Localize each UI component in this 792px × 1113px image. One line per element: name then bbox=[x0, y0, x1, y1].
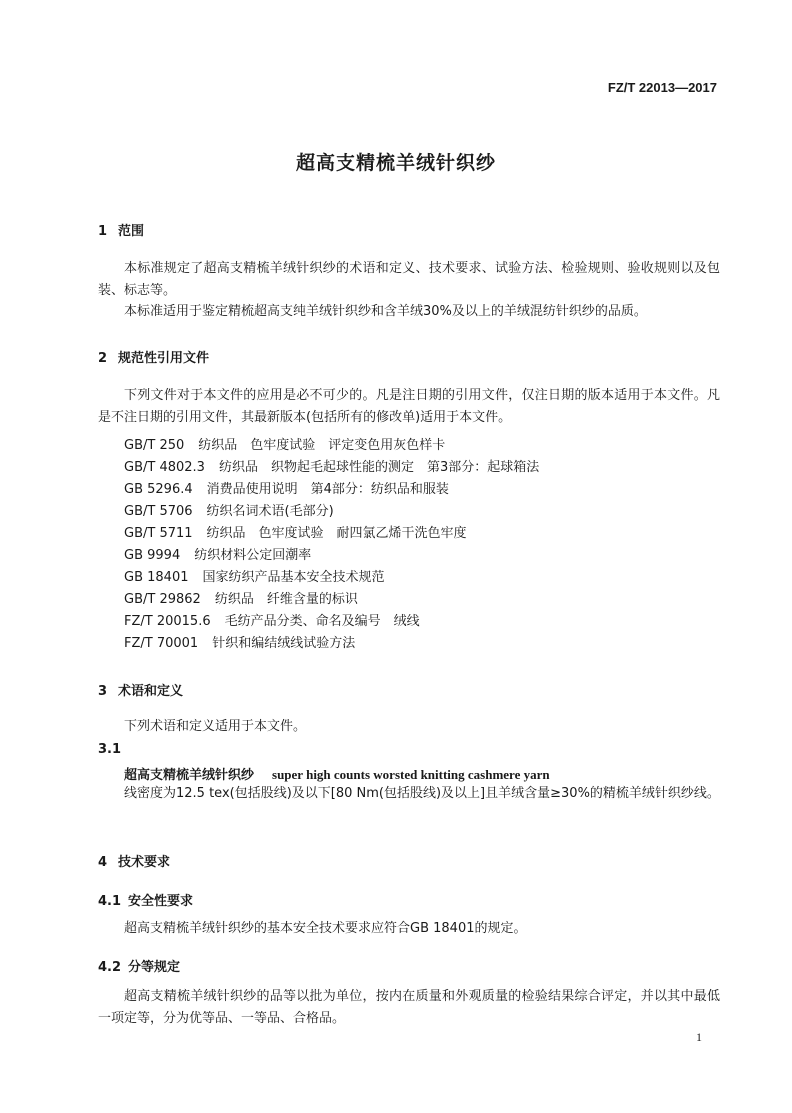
section-1-paragraph-2: 本标准适用于鉴定精梳超高支纯羊绒针织纱和含羊绒30%及以上的羊绒混纺针织纱的品质。 bbox=[124, 304, 647, 319]
term-chinese: 超高支精梳羊绒针织纱 bbox=[124, 768, 255, 783]
section-number: 1 bbox=[98, 224, 108, 239]
section-1-heading bbox=[98, 220, 144, 239]
section-title: 技术要求 bbox=[118, 855, 171, 870]
section-1-paragraph-1: 本标准规定了超高支精梳羊绒针织纱的术语和定义、技术要求、试验方法、检验规则、验收规则以及包装、标志等。 bbox=[98, 261, 720, 298]
term-entry bbox=[124, 764, 550, 783]
term-definition: 线密度为12.5 tex(包括股线)及以下[80 Nm(包括股线)及以上]且羊绒含量≥30%的精梳羊绒针织纱线。 bbox=[124, 786, 720, 801]
reference-code: GB/T 29862 bbox=[124, 592, 201, 607]
reference-item bbox=[124, 588, 358, 607]
reference-title: 纺织品 纤维含量的标识 bbox=[214, 592, 358, 607]
section-3-intro: 下列术语和定义适用于本文件。 bbox=[124, 719, 307, 734]
reference-code: GB 9994 bbox=[124, 548, 181, 563]
reference-item bbox=[124, 522, 467, 541]
section-title: 范围 bbox=[118, 224, 145, 239]
section-2-intro: 下列文件对于本文件的应用是必不可少的。凡是注日期的引用文件，仅注日期的版本适用于本文件。凡是不注日期的引用文件，其最新版本(包括所有的修改单)适用于本文件。 bbox=[98, 388, 720, 425]
page-number: 1 bbox=[696, 1030, 702, 1044]
subsection-title: 分等规定 bbox=[128, 960, 181, 975]
section-3-heading bbox=[98, 680, 183, 699]
reference-code: GB 5296.4 bbox=[124, 482, 193, 497]
section-2-heading bbox=[98, 347, 209, 366]
reference-title: 纺织品 色牢度试验 评定变色用灰色样卡 bbox=[198, 438, 446, 453]
reference-title: 纺织材料公定回潮率 bbox=[194, 548, 312, 563]
section-number: 3 bbox=[98, 684, 108, 699]
reference-title: 纺织名词术语(毛部分) bbox=[206, 504, 334, 519]
subsection-4-2-heading bbox=[98, 956, 180, 975]
reference-code: FZ/T 20015.6 bbox=[124, 614, 211, 629]
subsection-number: 4.1 bbox=[98, 894, 122, 909]
reference-title: 纺织品 织物起毛起球性能的测定 第3部分：起球箱法 bbox=[218, 460, 540, 475]
reference-item bbox=[124, 456, 539, 475]
reference-item bbox=[124, 610, 420, 629]
reference-code: GB 18401 bbox=[124, 570, 189, 585]
section-number: 4 bbox=[98, 855, 108, 870]
reference-title: 毛纺产品分类、命名及编号 绒线 bbox=[224, 614, 420, 629]
document-title: 超高支精梳羊绒针织纱 bbox=[295, 152, 496, 174]
subsection-number: 4.2 bbox=[98, 960, 122, 975]
reference-item bbox=[124, 434, 445, 453]
term-number: 3.1 bbox=[98, 742, 122, 757]
term-english: super high counts worsted knitting cashmere yarn bbox=[272, 767, 550, 782]
reference-item bbox=[124, 500, 334, 519]
subsection-title: 安全性要求 bbox=[128, 894, 194, 909]
subsection-4-2-text: 超高支精梳羊绒针织纱的品等以批为单位，按内在质量和外观质量的检验结果综合评定，并以其中最低一项定等，分为优等品、一等品、合格品。 bbox=[98, 989, 720, 1026]
reference-code: FZ/T 70001 bbox=[124, 636, 199, 651]
reference-title: 针织和编结绒线试验方法 bbox=[212, 636, 356, 651]
reference-item bbox=[124, 478, 449, 497]
reference-title: 纺织品 色牢度试验 耐四氯乙烯干洗色牢度 bbox=[206, 526, 467, 541]
reference-title: 国家纺织产品基本安全技术规范 bbox=[202, 570, 385, 585]
subsection-4-1-text: 超高支精梳羊绒针织纱的基本安全技术要求应符合GB 18401的规定。 bbox=[124, 921, 527, 936]
standard-number: FZ/T 22013—2017 bbox=[607, 80, 717, 95]
subsection-4-1-heading bbox=[98, 890, 193, 909]
reference-code: GB/T 5711 bbox=[124, 526, 193, 541]
reference-item bbox=[124, 632, 355, 651]
reference-item bbox=[124, 544, 311, 563]
section-title: 术语和定义 bbox=[118, 684, 184, 699]
reference-code: GB/T 4802.3 bbox=[124, 460, 205, 475]
reference-code: GB/T 5706 bbox=[124, 504, 193, 519]
reference-code: GB/T 250 bbox=[124, 438, 185, 453]
reference-item bbox=[124, 566, 385, 585]
section-4-heading bbox=[98, 851, 170, 870]
section-title: 规范性引用文件 bbox=[118, 351, 210, 366]
section-number: 2 bbox=[98, 351, 108, 366]
reference-title: 消费品使用说明 第4部分：纺织品和服装 bbox=[206, 482, 449, 497]
